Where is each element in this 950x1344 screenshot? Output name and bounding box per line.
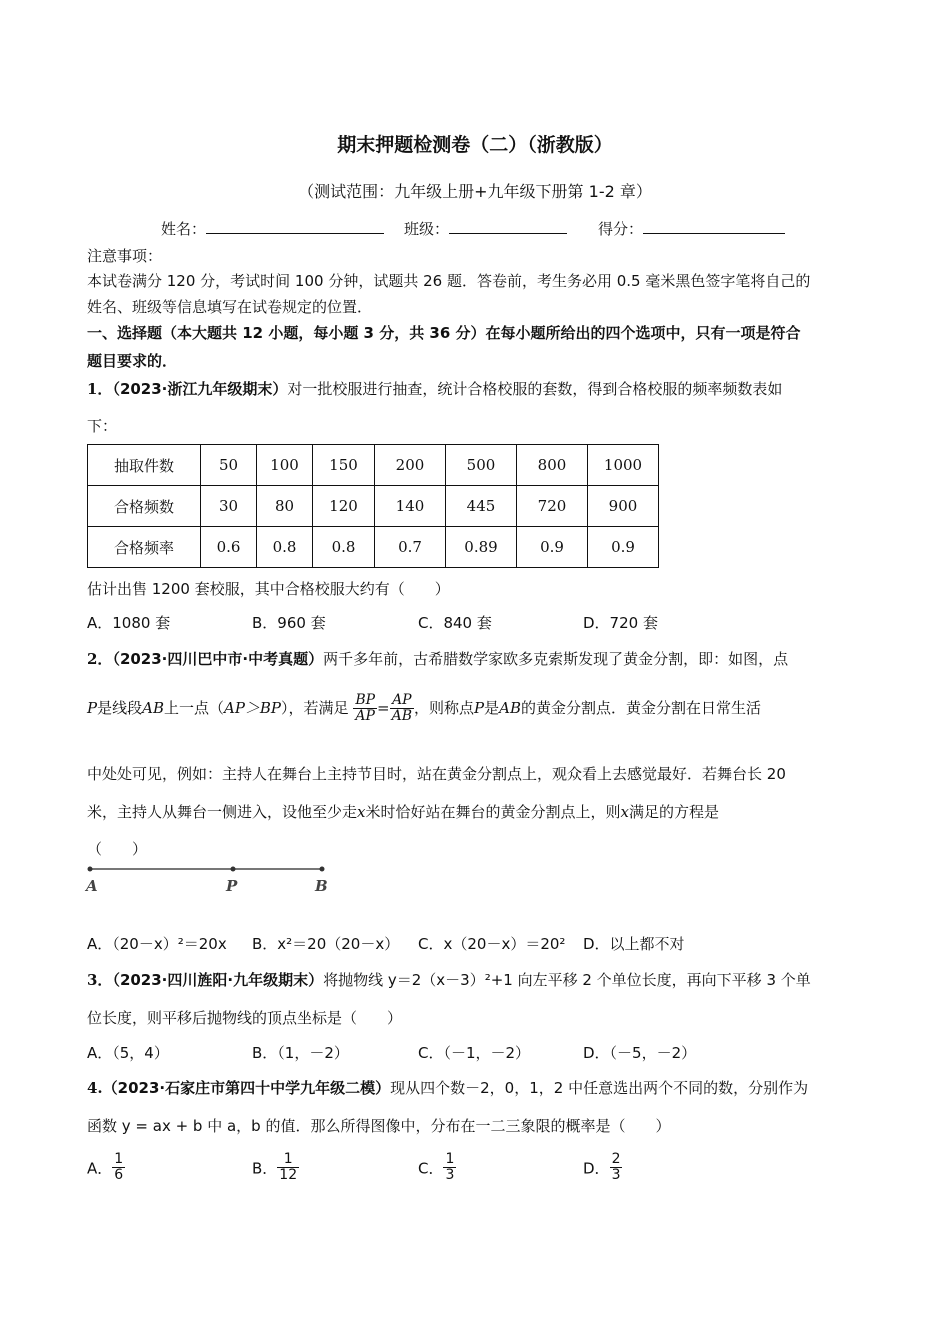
table-cell: 100 xyxy=(257,445,313,486)
q2-text-4b: 米时恰好站在舞台的黄金分割点上，则 xyxy=(365,803,621,821)
q4-option-c[interactable] xyxy=(418,1152,456,1184)
table-cell: 500 xyxy=(446,445,517,486)
table-cell: 0.7 xyxy=(375,527,446,568)
q2-line-4 xyxy=(87,801,719,822)
table-cell: 445 xyxy=(446,486,517,527)
q2-option-d[interactable]: D．以上都不对 xyxy=(583,935,685,953)
name-blank[interactable] xyxy=(206,219,384,234)
q1-option-b[interactable]: B．960 套 xyxy=(252,614,326,632)
point-a-label: A xyxy=(86,877,98,895)
q2-text-4c: 满足的方程是 xyxy=(628,803,719,821)
q3-text-cont: 位长度，则平移后抛物线的顶点坐标是（ ） xyxy=(87,1009,403,1027)
table-cell: 150 xyxy=(313,445,375,486)
page-title: 期末押题检测卷（二）（浙教版） xyxy=(337,134,613,156)
table-cell: 抽取件数 xyxy=(88,445,201,486)
q4-option-b-label: B． xyxy=(252,1159,278,1178)
notice-heading: 注意事项： xyxy=(87,247,163,265)
table-cell: 0.89 xyxy=(446,527,517,568)
q2-text-2a: 是线段 xyxy=(97,698,143,717)
point-p-dot xyxy=(231,867,236,872)
class-blank[interactable] xyxy=(449,219,567,234)
q2-answer-paren: （ ） xyxy=(87,840,148,858)
q2-option-c[interactable]: C．x（20－x）＝20² xyxy=(418,935,566,953)
table-cell: 140 xyxy=(375,486,446,527)
table-cell: 80 xyxy=(257,486,313,527)
q1-source: （2023·浙江九年级期末） xyxy=(112,380,288,398)
q2-option-a[interactable]: A．（20－x）²＝20x xyxy=(87,935,227,953)
table-cell: 30 xyxy=(201,486,257,527)
table-cell: 900 xyxy=(588,486,659,527)
table-cell: 0.6 xyxy=(201,527,257,568)
name-label: 姓名： xyxy=(161,220,207,238)
q1-option-d[interactable]: D．720 套 xyxy=(583,614,658,632)
question-2 xyxy=(87,648,788,669)
q4-option-c-fraction: $\frac{1}{3}$ xyxy=(445,1151,455,1184)
q1-text: 对一批校服进行抽查，统计合格校服的套数，得到合格校服的频率频数表如 xyxy=(287,380,783,398)
q2-source: （2023·四川巴中市·中考真题） xyxy=(112,650,324,668)
q3-option-d[interactable]: D．（－5，－2） xyxy=(583,1044,697,1062)
q2-option-b[interactable]: B．x²＝20（20－x） xyxy=(252,935,400,953)
q1-number: 1． xyxy=(87,380,113,398)
table-row xyxy=(88,527,659,568)
table-cell: 50 xyxy=(201,445,257,486)
q2-text-4a: 米，主持人从舞台一侧进入，设他至少走 xyxy=(87,803,358,821)
q4-option-a[interactable] xyxy=(87,1152,125,1184)
q4-option-c-label: C． xyxy=(418,1159,444,1178)
q3-text: 将抛物线 y＝2（x－3）²+1 向左平移 2 个单位长度，再向下平移 3 个单 xyxy=(323,971,811,989)
q1-question: 估计出售 1200 套校服，其中合格校服大约有（ ） xyxy=(87,580,450,598)
table-row xyxy=(88,445,659,486)
class-label: 班级： xyxy=(404,220,450,238)
q2-ap-gt-bp: AP＞BP xyxy=(223,698,282,717)
point-b-dot xyxy=(320,867,325,872)
question-4 xyxy=(87,1077,808,1098)
question-3 xyxy=(87,969,811,990)
table-cell: 0.9 xyxy=(517,527,588,568)
q4-option-d-label: D． xyxy=(583,1159,610,1178)
name-field[interactable] xyxy=(161,218,384,239)
q2-fraction-bp-ap: $\frac{BP}{AP}$ xyxy=(355,692,376,725)
q2-text-2f: 的黄金分割点．黄金分割在日常生活 xyxy=(521,698,762,717)
q2-number: 2． xyxy=(87,650,113,668)
table-cell: 800 xyxy=(517,445,588,486)
q4-option-a-fraction: $\frac{1}{6}$ xyxy=(114,1151,124,1184)
q3-option-b[interactable]: B．（1，－2） xyxy=(252,1044,349,1062)
score-field[interactable] xyxy=(598,218,785,239)
q4-option-d[interactable] xyxy=(583,1152,622,1184)
table-cell: 1000 xyxy=(588,445,659,486)
point-b-label: B xyxy=(315,877,328,895)
question-1 xyxy=(87,378,782,399)
notice-line-2: 姓名、班级等信息填写在试卷规定的位置． xyxy=(87,298,373,316)
class-field[interactable] xyxy=(404,218,567,239)
q2-equals: = xyxy=(377,698,390,717)
table-cell: 0.8 xyxy=(257,527,313,568)
score-label: 得分： xyxy=(598,220,644,238)
q2-fraction-ap-ab: $\frac{AP}{AB}$ xyxy=(391,692,413,725)
table-cell: 200 xyxy=(375,445,446,486)
table-row xyxy=(88,486,659,527)
q2-line-3: 中处处可见，例如：主持人在舞台上主持节目时，站在黄金分割点上，观众看上去感觉最好．若舞台长 20 xyxy=(87,765,786,783)
q2-var-p-2: P xyxy=(474,698,485,717)
q1-text-cont: 下： xyxy=(87,417,118,435)
table-cell: 合格频数 xyxy=(88,486,201,527)
table-cell: 0.8 xyxy=(313,527,375,568)
point-p-label: P xyxy=(226,877,238,895)
table-cell: 0.9 xyxy=(588,527,659,568)
score-blank[interactable] xyxy=(643,219,785,234)
q3-option-c[interactable]: C．（－1，－2） xyxy=(418,1044,531,1062)
section-1-heading-cont: 题目要求的． xyxy=(87,352,178,370)
q4-number: 4. xyxy=(87,1079,103,1097)
page-subtitle: （测试范围：九年级上册+九年级下册第 1-2 章） xyxy=(298,182,652,201)
q2-line-2 xyxy=(87,693,761,725)
q2-text-2c: ），若满足 xyxy=(281,698,349,717)
q3-number: 3． xyxy=(87,971,113,989)
q2-text-2e: 是 xyxy=(484,698,500,717)
notice-line-1: 本试卷满分 120 分，考试时间 100 分钟，试题共 26 题．答卷前，考生务必用 0.5 毫米黑色签字笔将自己的 xyxy=(87,272,811,290)
q2-text: 两千多年前，古希腊数学家欧多克索斯发现了黄金分割，即：如图，点 xyxy=(323,650,789,668)
q2-var-x: x xyxy=(357,803,366,821)
point-a-dot xyxy=(88,867,93,872)
table-cell: 合格频率 xyxy=(88,527,201,568)
q2-var-p: P xyxy=(87,698,98,717)
q3-option-a[interactable]: A．（5，4） xyxy=(87,1044,169,1062)
q1-option-c[interactable]: C．840 套 xyxy=(418,614,492,632)
q4-text-cont: 函数 y = ax + b 中 a，b 的值．那么所得图像中，分布在一二三象限的概率是（ ） xyxy=(87,1117,671,1135)
q4-option-b[interactable] xyxy=(252,1152,299,1184)
q4-option-d-fraction: $\frac{2}{3}$ xyxy=(611,1151,621,1184)
q2-var-ab: AB xyxy=(142,698,164,717)
q2-var-ab-2: AB xyxy=(499,698,522,717)
q2-var-x-2: x xyxy=(620,803,629,821)
q3-source: （2023·四川旌阳·九年级期末） xyxy=(112,971,324,989)
q1-option-a[interactable]: A．1080 套 xyxy=(87,614,171,632)
q1-frequency-table xyxy=(87,444,659,568)
table-cell: 120 xyxy=(313,486,375,527)
section-1-heading: 一、选择题（本大题共 12 小题，每小题 3 分，共 36 分）在每小题所给出的四个选项中，只有一项是符合 xyxy=(87,324,801,342)
q4-source: （2023·石家庄市第四十中学九年级二模） xyxy=(102,1079,391,1097)
table-cell: 720 xyxy=(517,486,588,527)
q4-text: 现从四个数－2，0，1，2 中任意选出两个不同的数，分别作为 xyxy=(390,1079,809,1097)
q2-text-2b: 上一点（ xyxy=(163,698,224,717)
q4-option-a-label: A． xyxy=(87,1159,113,1178)
q4-option-b-fraction: $\frac{1}{12}$ xyxy=(279,1151,298,1184)
q2-segment-figure xyxy=(80,858,340,898)
q2-text-2d: ，则称点 xyxy=(414,698,475,717)
